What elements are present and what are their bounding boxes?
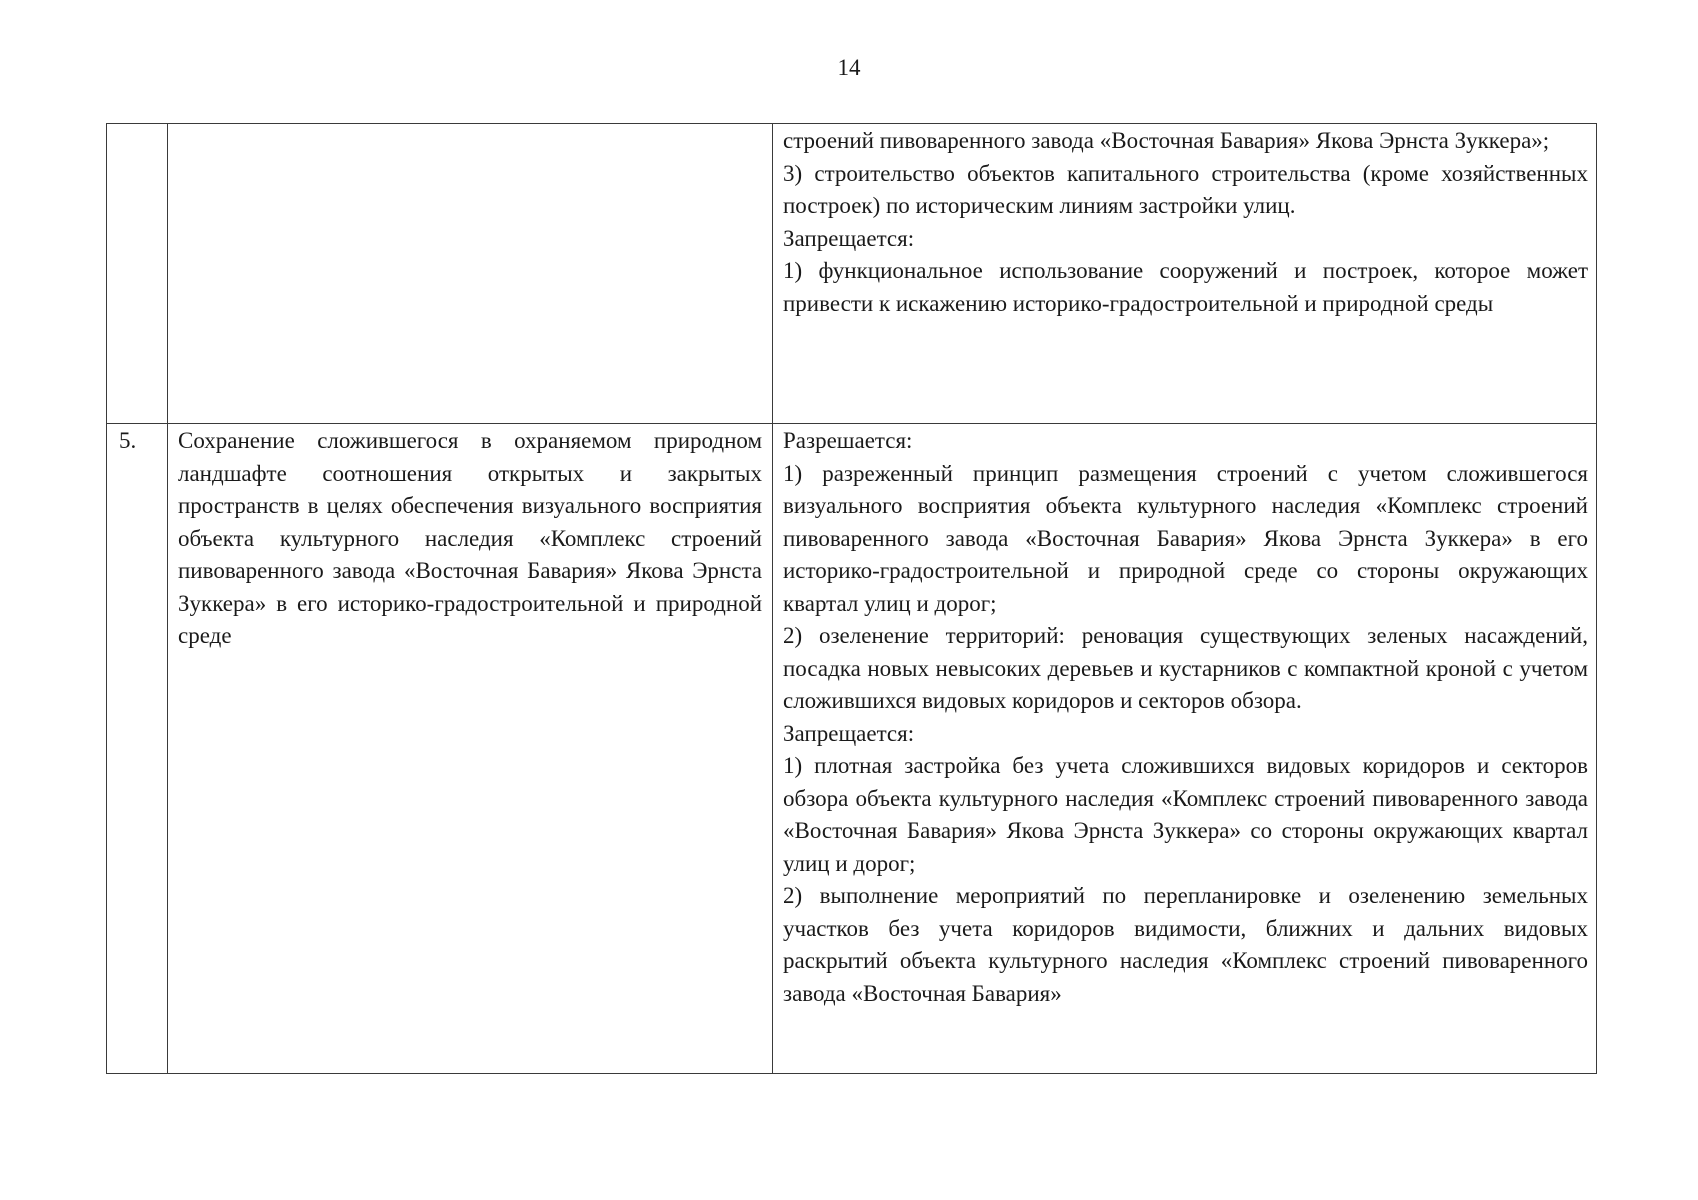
prohibited-heading: Запрещается: — [783, 225, 915, 251]
allowed-heading: Разрешается: — [783, 428, 913, 453]
regulation-cell — [773, 424, 1597, 1074]
regulation-paragraph: 2) озеленение территорий: реновация существующих зеленых насаждений, посадка новых невысоких деревьев и кустарников с компактной кроной с учетом сложившихся видовых коридоров и секторов обзора. — [783, 623, 1588, 713]
regulation-paragraph: строений пивоваренного завода «Восточная Бавария» Якова Эрнста Зуккера»; — [783, 128, 1550, 153]
row-number-cell: 5. — [107, 424, 168, 1074]
regulation-paragraph: 1) функциональное использование сооружений и построек, которое может привести к искажению историко-градостроительной и природной среды — [783, 258, 1588, 316]
table-row — [107, 124, 1597, 424]
regulation-cell — [773, 124, 1597, 424]
prohibited-heading: Запрещается: — [783, 720, 915, 746]
regulation-paragraph: 1) плотная застройка без учета сложившихся видовых коридоров и секторов обзора объекта культурного наследия «Комплекс строений пивоваренного завода «Восточная Бавария» Якова Эрнста Зуккера» со стороны окружающих квартал улиц и дорог; — [783, 753, 1588, 876]
page-number: 14 — [837, 55, 861, 80]
regulations-table — [106, 123, 1597, 1074]
condition-cell — [168, 124, 773, 424]
regulation-paragraph: 1) разреженный принцип размещения строений с учетом сложившегося визуального восприятия объекта культурного наследия «Комплекс строений пивоваренного завода «Восточная Бавария» Якова Эрнста Зуккера» в его историко-градостроительной и природной среде со стороны окружающих квартал улиц и дорог; — [783, 460, 1588, 616]
condition-cell — [168, 424, 773, 1074]
regulation-paragraph: 2) выполнение мероприятий по перепланировке и озеленению земельных участков без учета коридоров видимости, ближних и дальних видовых раскрытий объекта культурного наследия «Комплекс строений пивоваренного завода «Восточная Бавария» — [783, 883, 1588, 1006]
table-row — [107, 424, 1597, 1074]
regulation-paragraph: 3) строительство объектов капитального строительства (кроме хозяйственных построек) по историческим линиям застройки улиц. — [783, 160, 1588, 218]
condition-text: Сохранение сложившегося в охраняемом природном ландшафте соотношения открытых и закрытых пространств в целях обеспечения визуального восприятия объекта культурного наследия «Комплекс строений пивоваренного завода «Восточная Бавария» Якова Эрнста Зуккера» в его историко-градостроительной и природной среде — [178, 428, 762, 648]
row-number-cell — [107, 124, 168, 424]
